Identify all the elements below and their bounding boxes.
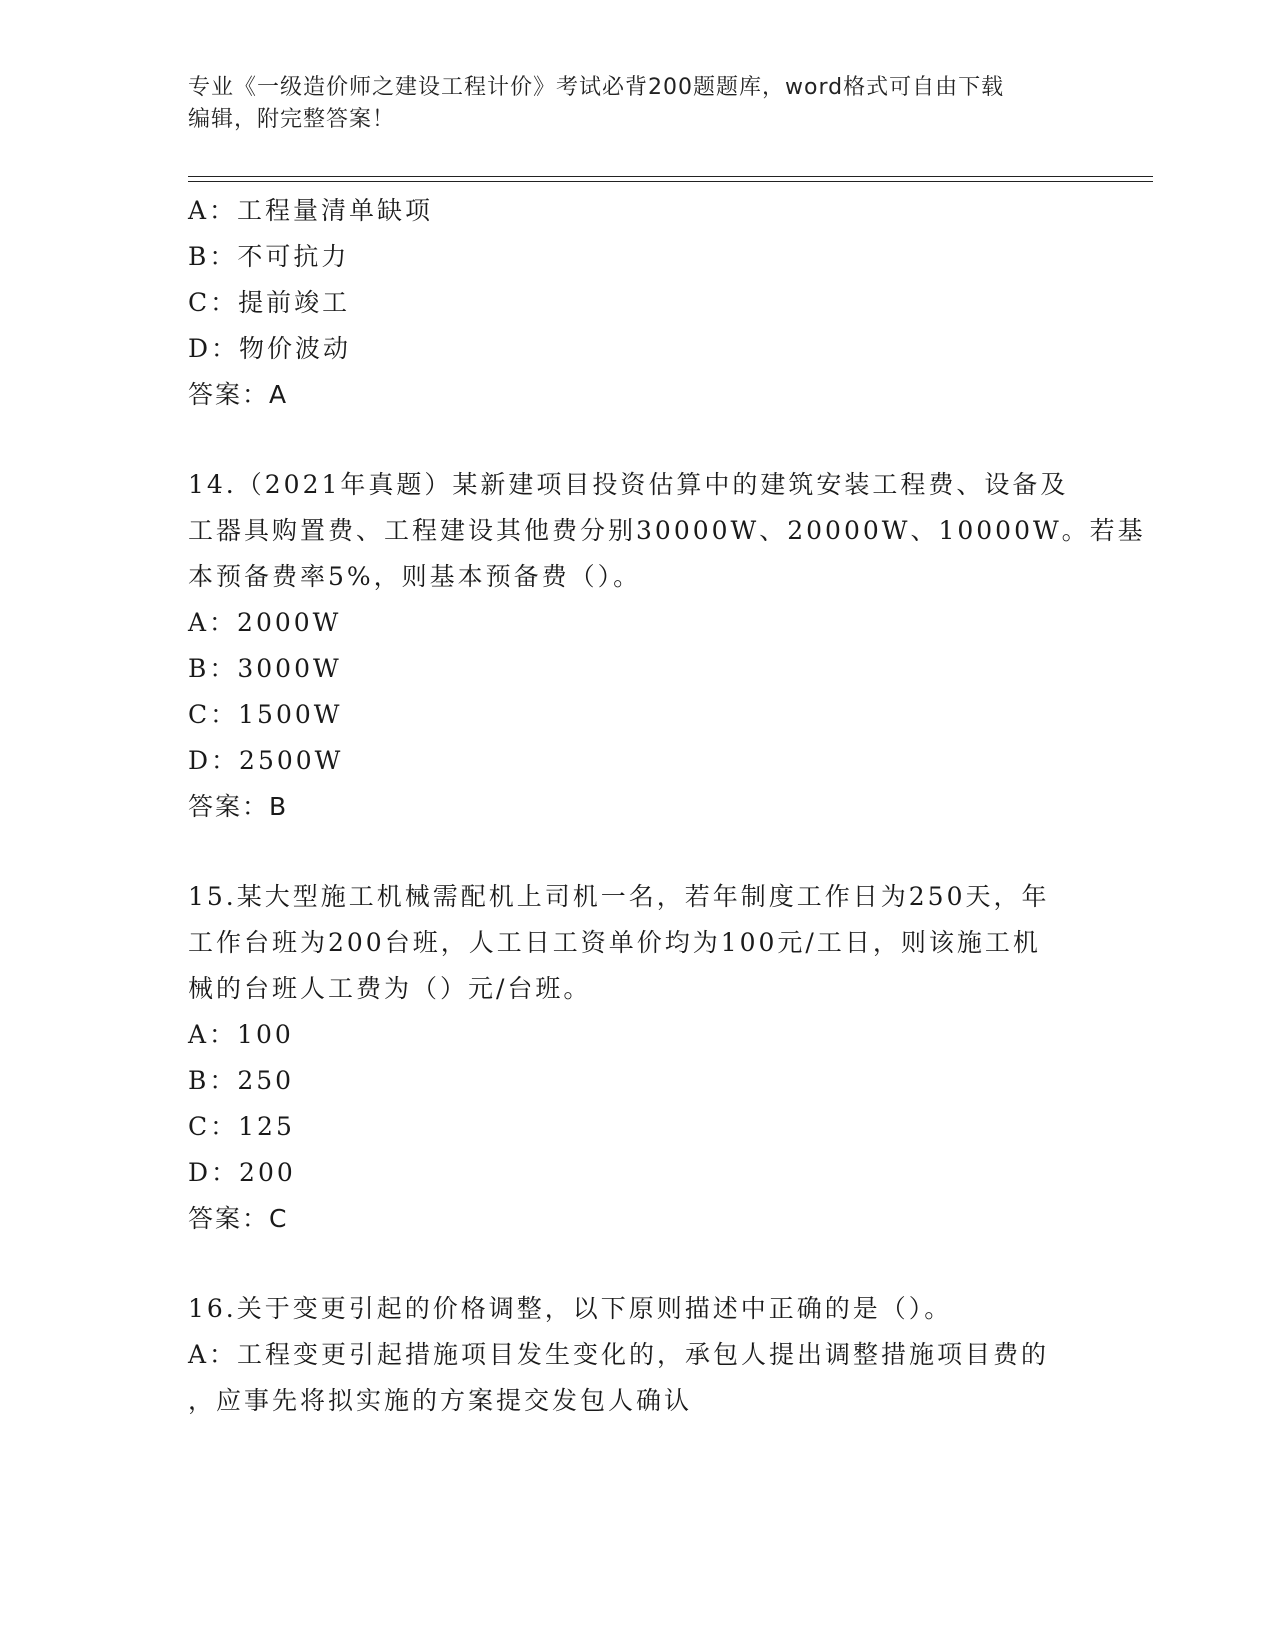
question-14 <box>188 462 1146 830</box>
option-a: A：工程量清单缺项 <box>188 196 434 225</box>
header-divider-top <box>188 176 1153 177</box>
question-text-line: 工器具购置费、工程建设其他费分别30000W、20000W、10000W。若基 <box>188 516 1146 545</box>
document-header <box>188 72 1088 136</box>
spacer <box>188 830 1088 874</box>
question-16 <box>188 1286 1088 1424</box>
option-b: B：不可抗力 <box>188 242 350 271</box>
header-divider-bottom <box>188 181 1153 182</box>
question-13 <box>188 188 1088 418</box>
spacer <box>188 418 1088 462</box>
option-d: D：物价波动 <box>188 334 352 363</box>
option-c: C：1500W <box>188 700 343 729</box>
option-b: B：250 <box>188 1066 295 1095</box>
question-text-line: 14.（2021年真题）某新建项目投资估算中的建筑安装工程费、设备及 <box>188 470 1069 499</box>
question-text-line: 15.某大型施工机械需配机上司机一名，若年制度工作日为250天，年 <box>188 882 1050 911</box>
question-content <box>188 188 1146 1424</box>
header-line-2: 编辑，附完整答案！ <box>188 107 396 132</box>
option-d: D：2500W <box>188 746 344 775</box>
option-c: C：提前竣工 <box>188 288 351 317</box>
question-text-line: 本预备费率5%，则基本预备费（）。 <box>188 562 642 591</box>
option-a: A：2000W <box>188 608 342 637</box>
option-a: A：100 <box>188 1020 294 1049</box>
option-c: C：125 <box>188 1112 295 1141</box>
option-a: A：工程变更引起措施项目发生变化的，承包人提出调整措施项目费的 <box>188 1340 1050 1369</box>
question-15 <box>188 874 1088 1242</box>
question-text-line: 工作台班为200台班，人工日工资单价均为100元/工日，则该施工机 <box>188 928 1041 957</box>
answer: 答案：C <box>188 1204 289 1233</box>
question-text-line: 械的台班人工费为（）元/台班。 <box>188 974 592 1003</box>
option-a-continued: ，应事先将拟实施的方案提交发包人确认 <box>188 1386 693 1415</box>
header-line-1: 专业《一级造价师之建设工程计价》考试必背200题题库，word格式可自由下载 <box>188 75 1005 100</box>
question-text-line: 16.关于变更引起的价格调整，以下原则描述中正确的是（）。 <box>188 1294 953 1323</box>
spacer <box>188 1242 1088 1286</box>
answer: 答案：A <box>188 380 289 409</box>
option-b: B：3000W <box>188 654 342 683</box>
answer: 答案：B <box>188 792 289 821</box>
option-d: D：200 <box>188 1158 296 1187</box>
